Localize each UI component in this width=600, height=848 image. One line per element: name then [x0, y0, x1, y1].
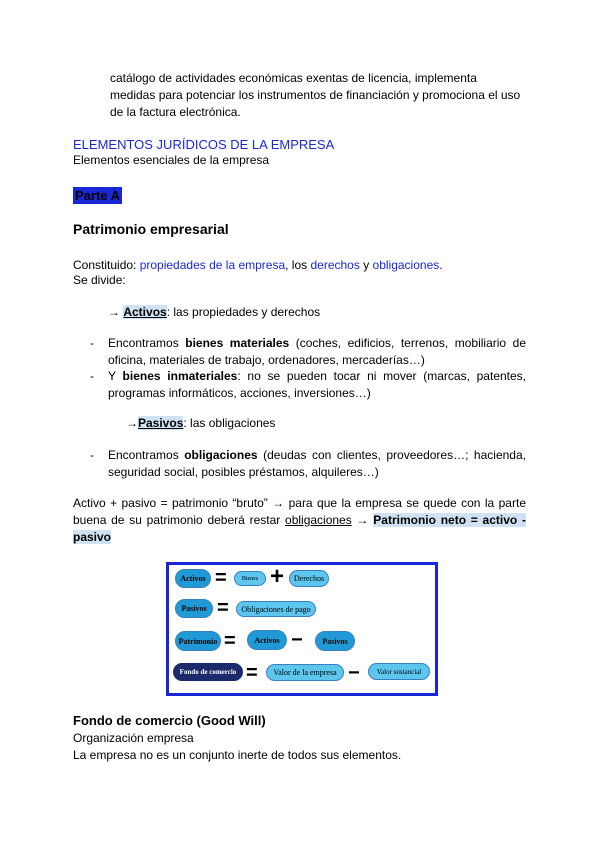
constituido-prefix: Constituido: — [73, 258, 140, 272]
constituido-sep: y — [359, 258, 373, 272]
diagram-patrimonio: Patrimonio — [175, 631, 221, 651]
list-item — [90, 335, 526, 369]
bullet-text: Encontramos — [108, 336, 186, 350]
equals-icon: = — [246, 662, 258, 684]
bullet-bold: bienes materiales — [185, 336, 290, 350]
activos-label: Activos — [123, 305, 167, 319]
diagram-fondo-comercio: Fondo de comercio — [173, 663, 243, 681]
bullet-dash: - — [90, 336, 94, 350]
bullet-bold: bienes inmateriales — [122, 369, 238, 383]
constituido-line — [73, 257, 443, 273]
bullet-text: (coches, edificios, terrenos, mobiliario de oficina, materiales de trabajo, ordenadores, mercaderías…) — [108, 336, 526, 367]
equals-icon: = — [224, 630, 236, 652]
bullet-dash: - — [90, 448, 94, 462]
link-propiedades[interactable]: propiedades de la empresa — [139, 258, 286, 272]
bullet-text: : no se pueden tocar ni mover (marcas, patentes, programas informáticos, acciones, inversiones…) — [108, 369, 527, 400]
arrow-icon: → — [126, 416, 138, 430]
bullet-text: Encontramos — [108, 448, 185, 462]
pasivos-desc: : las obligaciones — [183, 416, 276, 430]
equals-icon: = — [215, 567, 227, 589]
bullet-dash: - — [90, 369, 94, 383]
bullet-bold: obligaciones — [184, 448, 258, 462]
list-item — [90, 447, 526, 481]
intro-line: de la factura electrónica. — [110, 105, 241, 119]
constituido-sep: , los — [285, 258, 311, 272]
se-divide: Se divide: — [73, 273, 126, 287]
list-item — [90, 368, 526, 402]
patrimonio-neto-formula: Patrimonio neto = activo - pasivo — [73, 513, 526, 544]
diagram-derechos: Derechos — [289, 570, 329, 587]
link-obligaciones[interactable]: obligaciones — [372, 258, 440, 272]
patrimonio-neto-paragraph — [73, 495, 526, 546]
diagram-activos-2: Activos — [247, 630, 287, 650]
heading-fondo-comercio: Fondo de comercio (Good Will) — [73, 713, 266, 728]
part-label: Parte A — [75, 188, 121, 203]
diagram-pasivos: Pasivos — [175, 599, 213, 618]
equals-icon: = — [217, 597, 229, 619]
org-text: La empresa no es un conjunto inerte de todos sus elementos. — [73, 748, 402, 762]
link-derechos[interactable]: derechos — [310, 258, 360, 272]
intro-paragraph — [110, 70, 530, 121]
bullet-text: Y — [108, 369, 123, 383]
para-underlined: obligaciones — [285, 513, 352, 527]
section-title: ELEMENTOS JURÍDICOS DE LA EMPRESA — [73, 137, 335, 152]
minus-icon: − — [291, 629, 303, 651]
intro-line: catálogo de actividades económicas exentas de licencia, implementa — [110, 71, 477, 85]
diagram-activos: Activos — [175, 569, 211, 588]
arrow-icon: → — [108, 305, 124, 319]
minus-icon: − — [348, 662, 360, 684]
patrimonio-diagram — [166, 562, 438, 696]
diagram-pasivos-2: Pasivos — [315, 631, 355, 651]
diagram-obligaciones: Obligaciones de pago — [236, 601, 316, 617]
intro-line: medidas para potenciar los instrumentos de financiación y promociona el uso — [110, 88, 521, 102]
pasivos-line — [126, 416, 275, 430]
diagram-bienes: Bienes — [234, 571, 266, 586]
pasivos-label: Pasivos — [138, 416, 184, 430]
constituido-end: . — [439, 258, 443, 272]
heading-patrimonio: Patrimonio empresarial — [73, 221, 229, 237]
para-text: → — [351, 513, 374, 527]
activos-desc: : las propiedades y derechos — [166, 305, 321, 319]
bullet-text: (deudas con clientes, proveedores…; hacienda, seguridad social, posibles préstamos, alquileres…) — [108, 448, 526, 479]
activos-line — [108, 305, 320, 319]
org-title: Organización empresa — [73, 731, 194, 745]
diagram-valor-sustancial: Valor sustancial — [368, 663, 430, 680]
para-text: Activo + pasivo = patrimonio “bruto” → para que la empresa se quede con la parte buena de su patrimonio deberá restar — [73, 496, 526, 527]
diagram-valor-empresa: Valor de la empresa — [266, 664, 344, 681]
section-subtitle: Elementos esenciales de la empresa — [73, 153, 270, 167]
plus-icon: + — [270, 563, 285, 590]
